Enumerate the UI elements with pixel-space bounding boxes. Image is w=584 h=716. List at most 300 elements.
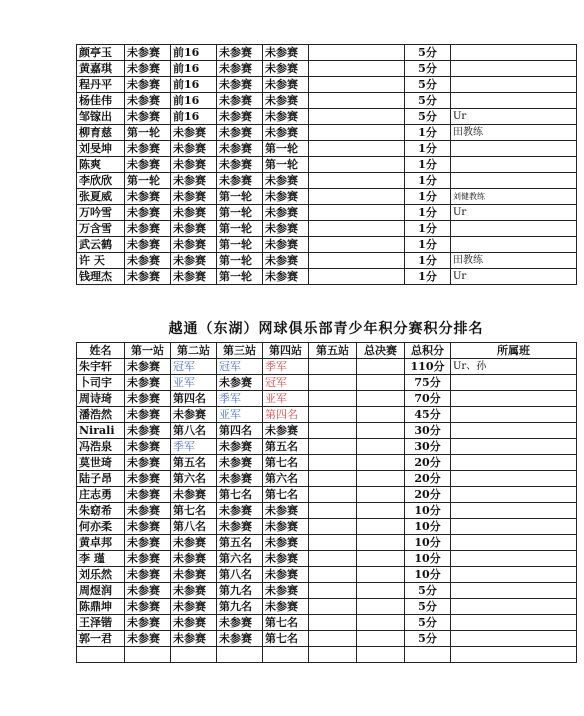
stage-cell: 未参赛 <box>125 439 171 455</box>
stage-cell: 未参赛 <box>125 237 171 253</box>
class-cell <box>451 471 577 487</box>
stage-cell: 未参赛 <box>125 535 171 551</box>
points-cell: 1分 <box>405 189 451 205</box>
stage-cell <box>309 157 405 173</box>
name-cell: 陈爽 <box>77 157 125 173</box>
points-cell: 30分 <box>405 439 451 455</box>
points-cell: 110分 <box>405 359 451 375</box>
stage-cell: 未参赛 <box>263 205 309 221</box>
stage-cell: 未参赛 <box>125 407 171 423</box>
note-cell <box>451 237 577 253</box>
name-cell: 潘浩然 <box>77 407 125 423</box>
points-cell: 1分 <box>405 157 451 173</box>
stage-cell: 未参赛 <box>263 237 309 253</box>
class-cell <box>451 567 577 583</box>
points-cell: 5分 <box>405 45 451 61</box>
stage-cell: 第五名 <box>217 535 263 551</box>
stage-cell <box>217 647 263 663</box>
name-cell <box>77 647 125 663</box>
stage-cell <box>309 455 357 471</box>
points-cell: 45分 <box>405 407 451 423</box>
stage-cell: 未参赛 <box>171 141 217 157</box>
note-cell <box>451 157 577 173</box>
final-cell <box>357 407 405 423</box>
stage-cell <box>309 407 357 423</box>
stage-cell: 未参赛 <box>171 631 217 647</box>
points-cell: 5分 <box>405 615 451 631</box>
stage-cell: 未参赛 <box>171 551 217 567</box>
final-cell <box>357 423 405 439</box>
column-header: 姓名 <box>77 343 125 359</box>
stage-cell <box>309 93 405 109</box>
points-cell: 10分 <box>405 551 451 567</box>
stage-cell <box>309 189 405 205</box>
stage-cell: 未参赛 <box>171 173 217 189</box>
stage-cell: 第一轮 <box>217 205 263 221</box>
stage-cell: 第九名 <box>217 599 263 615</box>
stage-cell: 未参赛 <box>217 61 263 77</box>
final-cell <box>357 503 405 519</box>
stage-cell <box>309 487 357 503</box>
stage-cell: 未参赛 <box>263 189 309 205</box>
stage-cell: 未参赛 <box>171 125 217 141</box>
stage-cell: 未参赛 <box>263 269 309 285</box>
name-cell: 万含雪 <box>77 221 125 237</box>
stage-cell: 未参赛 <box>125 253 171 269</box>
stage-cell <box>309 535 357 551</box>
class-cell <box>451 647 577 663</box>
table-row <box>77 455 577 471</box>
table-row <box>77 631 577 647</box>
stage-cell <box>125 647 171 663</box>
name-cell: 许 天 <box>77 253 125 269</box>
name-cell: 刘乐然 <box>77 567 125 583</box>
points-cell: 5分 <box>405 109 451 125</box>
stage-cell: 未参赛 <box>217 93 263 109</box>
table-row <box>77 157 577 173</box>
table-row <box>77 423 577 439</box>
stage-cell: 未参赛 <box>125 615 171 631</box>
table-row <box>77 519 577 535</box>
stage-cell <box>309 647 357 663</box>
stage-cell: 未参赛 <box>125 455 171 471</box>
class-cell <box>451 631 577 647</box>
stage-cell: 未参赛 <box>125 471 171 487</box>
stage-cell: 未参赛 <box>217 503 263 519</box>
table-row <box>77 439 577 455</box>
stage-cell: 未参赛 <box>217 519 263 535</box>
name-cell: 卜司宇 <box>77 375 125 391</box>
points-cell: 1分 <box>405 221 451 237</box>
stage-cell: 未参赛 <box>263 125 309 141</box>
stage-cell: 第一轮 <box>217 189 263 205</box>
stage-cell: 亚军 <box>171 375 217 391</box>
name-cell: 柳育慈 <box>77 125 125 141</box>
stage-cell: 未参赛 <box>217 109 263 125</box>
table-row <box>77 583 577 599</box>
stage-cell: 未参赛 <box>125 269 171 285</box>
column-header: 第一站 <box>125 343 171 359</box>
stage-cell: 未参赛 <box>125 77 171 93</box>
stage-cell: 前16 <box>171 61 217 77</box>
stage-cell: 未参赛 <box>171 221 217 237</box>
stage-cell <box>309 519 357 535</box>
stage-cell: 未参赛 <box>263 567 309 583</box>
points-cell: 1分 <box>405 141 451 157</box>
stage-cell: 未参赛 <box>171 583 217 599</box>
table-row <box>77 141 577 157</box>
ranking-table <box>76 342 577 663</box>
column-header: 第二站 <box>171 343 217 359</box>
stage-cell <box>309 551 357 567</box>
name-cell: Nirali <box>77 423 125 439</box>
stage-cell: 第一轮 <box>263 141 309 157</box>
stage-cell: 未参赛 <box>171 205 217 221</box>
stage-cell <box>309 567 357 583</box>
stage-cell: 未参赛 <box>171 253 217 269</box>
name-cell: 郭一君 <box>77 631 125 647</box>
points-cell: 1分 <box>405 269 451 285</box>
column-header: 第五站 <box>309 343 357 359</box>
stage-cell: 未参赛 <box>263 519 309 535</box>
stage-cell: 未参赛 <box>125 141 171 157</box>
final-cell <box>357 471 405 487</box>
note-cell <box>451 45 577 61</box>
note-cell <box>451 141 577 157</box>
stage-cell <box>309 423 357 439</box>
stage-cell: 未参赛 <box>171 407 217 423</box>
stage-cell: 第七名 <box>217 487 263 503</box>
points-cell: 5分 <box>405 583 451 599</box>
class-cell <box>451 439 577 455</box>
note-cell: Ur <box>451 269 577 285</box>
class-cell <box>451 551 577 567</box>
points-cell: 10分 <box>405 567 451 583</box>
stage-cell: 第一轮 <box>125 125 171 141</box>
stage-cell: 未参赛 <box>263 61 309 77</box>
final-cell <box>357 519 405 535</box>
stage-cell: 未参赛 <box>217 125 263 141</box>
points-cell: 1分 <box>405 253 451 269</box>
page-title: 越通（东湖）网球俱乐部青少年积分赛积分排名 <box>168 321 484 337</box>
stage-cell: 未参赛 <box>171 269 217 285</box>
name-cell: 颜亭玉 <box>77 45 125 61</box>
stage-cell: 未参赛 <box>171 567 217 583</box>
final-cell <box>357 487 405 503</box>
column-header: 所属班 <box>451 343 577 359</box>
stage-cell <box>171 647 217 663</box>
points-cell: 5分 <box>405 631 451 647</box>
table-row <box>77 173 577 189</box>
stage-cell: 未参赛 <box>125 519 171 535</box>
note-cell: 田教练 <box>451 253 577 269</box>
name-cell: 万吟雪 <box>77 205 125 221</box>
stage-cell: 未参赛 <box>125 221 171 237</box>
note-cell <box>451 61 577 77</box>
points-cell: 30分 <box>405 423 451 439</box>
stage-cell: 第五名 <box>171 455 217 471</box>
stage-cell <box>309 221 405 237</box>
stage-cell <box>309 173 405 189</box>
stage-cell: 亚军 <box>263 391 309 407</box>
stage-cell: 未参赛 <box>125 583 171 599</box>
stage-cell: 未参赛 <box>263 551 309 567</box>
name-cell: 何亦柔 <box>77 519 125 535</box>
stage-cell: 第一轮 <box>217 269 263 285</box>
class-cell <box>451 615 577 631</box>
name-cell: 冯浩泉 <box>77 439 125 455</box>
stage-cell: 未参赛 <box>217 141 263 157</box>
stage-cell: 未参赛 <box>217 157 263 173</box>
stage-cell: 未参赛 <box>217 615 263 631</box>
stage-cell: 未参赛 <box>125 61 171 77</box>
stage-cell: 未参赛 <box>125 93 171 109</box>
stage-cell: 第五名 <box>263 439 309 455</box>
name-cell: 莫世琦 <box>77 455 125 471</box>
note-cell <box>451 77 577 93</box>
stage-cell <box>309 141 405 157</box>
stage-cell <box>309 471 357 487</box>
name-cell: 陈鼎坤 <box>77 599 125 615</box>
stage-cell: 未参赛 <box>217 471 263 487</box>
stage-cell: 未参赛 <box>263 423 309 439</box>
stage-cell: 未参赛 <box>125 551 171 567</box>
stage-cell: 未参赛 <box>171 157 217 173</box>
note-cell <box>451 173 577 189</box>
final-cell <box>357 375 405 391</box>
note-cell: Ur <box>451 205 577 221</box>
note-cell: 田教练 <box>451 125 577 141</box>
table-row <box>77 471 577 487</box>
points-cell: 5分 <box>405 599 451 615</box>
points-cell: 1分 <box>405 205 451 221</box>
name-cell: 张夏威 <box>77 189 125 205</box>
stage-cell <box>309 61 405 77</box>
stage-cell: 未参赛 <box>217 439 263 455</box>
stage-cell: 未参赛 <box>171 615 217 631</box>
name-cell: 朱窈希 <box>77 503 125 519</box>
stage-cell: 未参赛 <box>125 359 171 375</box>
final-cell <box>357 391 405 407</box>
final-cell <box>357 599 405 615</box>
table-row <box>77 61 577 77</box>
previous-rankings-table <box>76 44 577 285</box>
points-cell: 10分 <box>405 535 451 551</box>
stage-cell: 季军 <box>171 439 217 455</box>
class-cell <box>451 375 577 391</box>
table-row <box>77 551 577 567</box>
stage-cell: 第六名 <box>263 471 309 487</box>
points-cell: 1分 <box>405 173 451 189</box>
header-row <box>77 343 577 359</box>
stage-cell: 未参赛 <box>263 173 309 189</box>
class-cell <box>451 423 577 439</box>
stage-cell: 未参赛 <box>125 205 171 221</box>
stage-cell <box>309 253 405 269</box>
table-row <box>77 253 577 269</box>
table-row <box>77 237 577 253</box>
table-row <box>77 221 577 237</box>
stage-cell <box>309 503 357 519</box>
final-cell <box>357 567 405 583</box>
column-header: 总决赛 <box>357 343 405 359</box>
stage-cell <box>309 439 357 455</box>
class-cell <box>451 487 577 503</box>
name-cell: 李欣欣 <box>77 173 125 189</box>
class-cell <box>451 407 577 423</box>
stage-cell: 未参赛 <box>263 583 309 599</box>
column-header: 第四站 <box>263 343 309 359</box>
stage-cell: 未参赛 <box>125 157 171 173</box>
stage-cell: 第一轮 <box>217 237 263 253</box>
stage-cell <box>309 583 357 599</box>
class-cell: Ur、孙 <box>451 359 577 375</box>
table-row <box>77 615 577 631</box>
class-cell <box>451 391 577 407</box>
stage-cell: 第七名 <box>171 503 217 519</box>
points-cell: 5分 <box>405 93 451 109</box>
points-cell: 5分 <box>405 61 451 77</box>
final-cell <box>357 359 405 375</box>
points-cell: 10分 <box>405 503 451 519</box>
table-row <box>77 503 577 519</box>
stage-cell: 第六名 <box>171 471 217 487</box>
stage-cell: 第八名 <box>171 423 217 439</box>
points-cell <box>405 647 451 663</box>
table-row <box>77 647 577 663</box>
final-cell <box>357 455 405 471</box>
stage-cell <box>309 125 405 141</box>
name-cell: 庄志勇 <box>77 487 125 503</box>
stage-cell: 季军 <box>217 391 263 407</box>
table-row <box>77 407 577 423</box>
stage-cell <box>309 109 405 125</box>
stage-cell: 第七名 <box>263 631 309 647</box>
stage-cell: 第一轮 <box>125 173 171 189</box>
points-cell: 20分 <box>405 455 451 471</box>
stage-cell: 第四名 <box>263 407 309 423</box>
points-cell: 20分 <box>405 471 451 487</box>
class-cell <box>451 503 577 519</box>
name-cell: 周煜润 <box>77 583 125 599</box>
stage-cell: 前16 <box>171 77 217 93</box>
table-row <box>77 125 577 141</box>
name-cell: 王泽锴 <box>77 615 125 631</box>
table-row <box>77 375 577 391</box>
stage-cell: 冠军 <box>263 375 309 391</box>
stage-cell: 未参赛 <box>263 535 309 551</box>
final-cell <box>357 631 405 647</box>
points-cell: 1分 <box>405 125 451 141</box>
stage-cell <box>309 391 357 407</box>
stage-cell: 未参赛 <box>217 77 263 93</box>
column-header: 第三站 <box>217 343 263 359</box>
table-row <box>77 269 577 285</box>
note-cell <box>451 93 577 109</box>
stage-cell: 未参赛 <box>263 221 309 237</box>
points-cell: 70分 <box>405 391 451 407</box>
stage-cell: 未参赛 <box>125 599 171 615</box>
name-cell: 钱理杰 <box>77 269 125 285</box>
stage-cell: 未参赛 <box>171 237 217 253</box>
table-row <box>77 45 577 61</box>
stage-cell: 未参赛 <box>125 567 171 583</box>
stage-cell: 第四名 <box>171 391 217 407</box>
stage-cell <box>309 237 405 253</box>
stage-cell <box>309 45 405 61</box>
note-cell: Ur <box>451 109 577 125</box>
stage-cell <box>309 205 405 221</box>
name-cell: 周诗琦 <box>77 391 125 407</box>
stage-cell: 未参赛 <box>171 599 217 615</box>
name-cell: 黄嘉琪 <box>77 61 125 77</box>
stage-cell: 冠军 <box>217 359 263 375</box>
stage-cell: 未参赛 <box>125 423 171 439</box>
table-row <box>77 189 577 205</box>
table-row <box>77 567 577 583</box>
stage-cell: 未参赛 <box>171 487 217 503</box>
stage-cell: 未参赛 <box>263 503 309 519</box>
stage-cell: 第七名 <box>263 615 309 631</box>
stage-cell: 未参赛 <box>217 631 263 647</box>
note-cell <box>451 221 577 237</box>
stage-cell: 未参赛 <box>125 391 171 407</box>
stage-cell: 第一轮 <box>217 221 263 237</box>
table-row <box>77 487 577 503</box>
table-row <box>77 93 577 109</box>
stage-cell: 前16 <box>171 93 217 109</box>
stage-cell: 未参赛 <box>125 45 171 61</box>
stage-cell <box>309 631 357 647</box>
stage-cell: 第八名 <box>217 567 263 583</box>
class-cell <box>451 599 577 615</box>
stage-cell <box>309 375 357 391</box>
stage-cell <box>309 269 405 285</box>
table-row <box>77 359 577 375</box>
final-cell <box>357 439 405 455</box>
name-cell: 朱宇轩 <box>77 359 125 375</box>
stage-cell: 前16 <box>171 45 217 61</box>
stage-cell: 第八名 <box>171 519 217 535</box>
name-cell: 陆子昂 <box>77 471 125 487</box>
stage-cell: 未参赛 <box>171 535 217 551</box>
stage-cell: 季军 <box>263 359 309 375</box>
table-row <box>77 599 577 615</box>
final-cell <box>357 615 405 631</box>
name-cell: 武云鹤 <box>77 237 125 253</box>
stage-cell: 未参赛 <box>171 189 217 205</box>
stage-cell: 未参赛 <box>125 189 171 205</box>
stage-cell: 第七名 <box>263 455 309 471</box>
points-cell: 20分 <box>405 487 451 503</box>
stage-cell: 未参赛 <box>125 631 171 647</box>
name-cell: 邹镓出 <box>77 109 125 125</box>
stage-cell <box>309 77 405 93</box>
stage-cell: 未参赛 <box>125 109 171 125</box>
class-cell <box>451 519 577 535</box>
stage-cell <box>309 599 357 615</box>
stage-cell: 第一轮 <box>217 253 263 269</box>
class-cell <box>451 455 577 471</box>
final-cell <box>357 583 405 599</box>
stage-cell: 第一轮 <box>263 157 309 173</box>
stage-cell <box>309 615 357 631</box>
stage-cell: 未参赛 <box>125 375 171 391</box>
stage-cell: 未参赛 <box>263 253 309 269</box>
points-cell: 75分 <box>405 375 451 391</box>
table-row <box>77 77 577 93</box>
stage-cell: 未参赛 <box>263 45 309 61</box>
